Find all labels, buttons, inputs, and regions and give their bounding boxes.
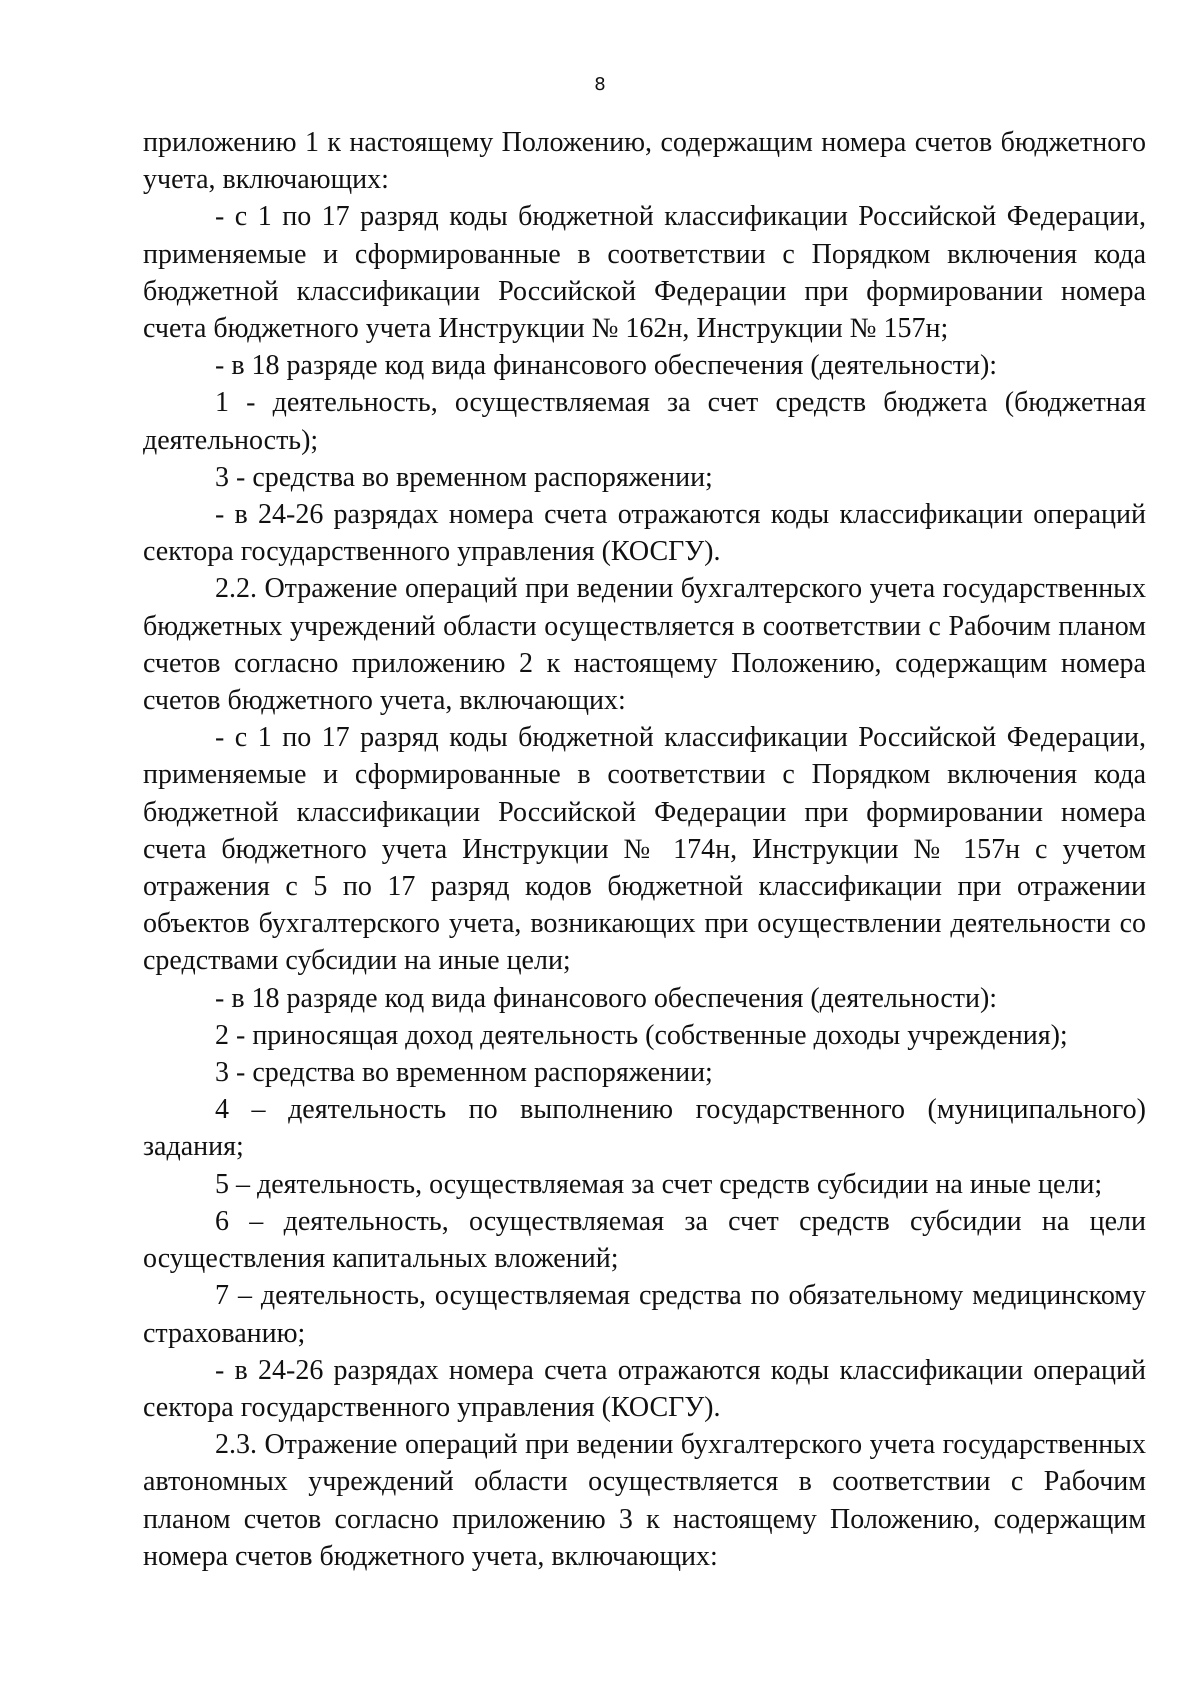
document-body	[143, 124, 1146, 1575]
paragraph: - в 24-26 разрядах номера счета отражаются коды классификации операций сектора государственного управления (КОСГУ).	[143, 499, 1146, 568]
paragraph: - с 1 по 17 разряд коды бюджетной классификации Российской Федерации, применяемые и сформированные в соответствии с Порядком включения кода бюджетной классификации Российской Федерации при формировании номера счета бюджетного учета Инструкции № 174н, Инструкции № 157н с учетом отражения с 5 по 17 разряд кодов бюджетной классификации при отражении объектов бухгалтерского учета, возникающих при осуществлении деятельности со средствами субсидии на иные цели;	[143, 722, 1146, 977]
paragraph: 6 – деятельность, осуществляемая за счет средств субсидии на цели осуществления капитальных вложений;	[143, 1205, 1146, 1275]
page-number: 8	[594, 74, 606, 95]
paragraph-section-2-3: 2.3. Отражение операций при ведении бухгалтерского учета государственных автономных учреждений области осуществляется в соответствии с Рабочим планом счетов согласно приложению 3 к настоящему Положению, содержащим номера счетов бюджетного учета, включающих:	[143, 1429, 1146, 1572]
paragraph: 4 – деятельность по выполнению государственного (муниципального) задания;	[143, 1094, 1146, 1163]
paragraph: - с 1 по 17 разряд коды бюджетной классификации Российской Федерации, применяемые и сформированные в соответствии с Порядком включения кода бюджетной классификации Российской Федерации при формировании номера счета бюджетного учета Инструкции № 162н, Инструкции № 157н;	[143, 201, 1146, 345]
paragraph: 1 - деятельность, осуществляемая за счет средств бюджета (бюджетная деятельность);	[143, 387, 1146, 456]
paragraph: - в 18 разряде код вида финансового обеспечения (деятельности):	[215, 982, 998, 1014]
paragraph-section-2-2: 2.2. Отражение операций при ведении бухгалтерского учета государственных бюджетных учреждений области осуществляется в соответствии с Рабочим планом счетов согласно приложению 2 к настоящему Положению, содержащим номера счетов бюджетного учета, включающих:	[143, 573, 1146, 717]
paragraph: приложению 1 к настоящему Положению, содержащим номера счетов бюджетного учета, включающих:	[143, 127, 1146, 196]
paragraph: - в 18 разряде код вида финансового обеспечения (деятельности):	[215, 350, 998, 382]
paragraph: 2 - приносящая доход деятельность (собственные доходы учреждения);	[215, 1019, 1068, 1051]
paragraph: 3 - средства во временном распоряжении;	[215, 1057, 713, 1089]
paragraph: 7 – деятельность, осуществляемая средства по обязательному медицинскому страхованию;	[143, 1280, 1146, 1349]
paragraph: 3 - средства во временном распоряжении;	[215, 461, 713, 493]
paragraph: 5 – деятельность, осуществляемая за счет средств субсидии на иные цели;	[215, 1168, 1103, 1200]
paragraph: - в 24-26 разрядах номера счета отражаются коды классификации операций сектора государственного управления (КОСГУ).	[143, 1354, 1146, 1423]
